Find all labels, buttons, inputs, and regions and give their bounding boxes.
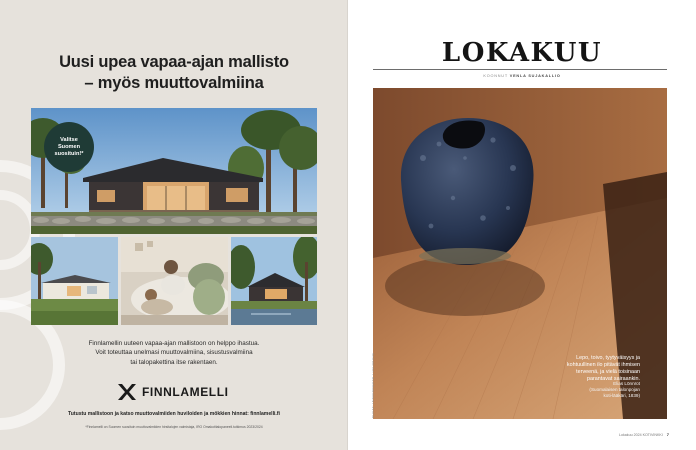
ad-call-to-action: Tutustu mallistoon ja katso muuttovalmiiden huviloiden ja mökkien hinnat: finnlamelli.fi bbox=[68, 411, 280, 417]
ad-headline bbox=[0, 52, 348, 94]
ad-body-line: Voit toteuttaa unelmasi muuttovalmiina, sisustusvalmiina bbox=[95, 349, 253, 357]
logo-wordmark: FINNLAMELLI bbox=[142, 385, 229, 399]
photo-credit: KUVAT: ISTOCKPHOTO / VALOKUVA bbox=[371, 352, 375, 418]
page-number: 7 bbox=[666, 432, 669, 437]
quote-text bbox=[544, 355, 640, 383]
recommendation-badge bbox=[44, 122, 94, 172]
lakeside-illustration bbox=[231, 237, 317, 325]
finnlamelli-logo bbox=[118, 383, 229, 401]
ad-headline-line: – myös muuttovalmiina bbox=[84, 74, 264, 92]
ad-headline-line: Uusi upea vapaa-ajan mallisto bbox=[59, 53, 289, 71]
editorial-page bbox=[348, 0, 696, 450]
quote-line: kohtuullinen ilo pitävät ihmisen bbox=[566, 361, 640, 368]
quote-attribution bbox=[544, 381, 640, 398]
finnlamelli-logo-icon bbox=[118, 384, 136, 400]
ad-body-line: Finnlamellin uuteen vapaa-ajan mallistoon on helppo ihastua. bbox=[88, 340, 260, 347]
interior-photo bbox=[121, 237, 228, 325]
byline bbox=[348, 74, 696, 78]
quote-author-name: Elias Lönnrot bbox=[613, 381, 640, 386]
photo-credit-container bbox=[371, 352, 375, 450]
quote-line: Lepo, toivo, tyytyväisyys ja bbox=[576, 355, 640, 361]
page-folio bbox=[566, 432, 669, 437]
interior-illustration bbox=[121, 237, 228, 325]
quote-line: parantavat sairaankin. bbox=[586, 375, 640, 382]
byline-name: VENLA SUJAKALLIO bbox=[509, 74, 561, 78]
section-title: LOKAKUU bbox=[441, 38, 603, 68]
lakeside-house-photo bbox=[231, 237, 317, 325]
byline-label: KOONNUT bbox=[483, 74, 508, 78]
quote-author-work: (Suomalaisen talonpojan bbox=[589, 386, 640, 392]
badge-text: Valitse Suomen suosituin!* bbox=[54, 136, 84, 157]
ad-body-text bbox=[60, 339, 288, 367]
house-illustration bbox=[31, 237, 118, 325]
house-photo bbox=[31, 237, 118, 325]
quote-author-work: koti-lääkäri, 1839) bbox=[603, 392, 640, 398]
ad-fine-print: *Finnlamelli on Suomen suosituin muuttovalmiiden hirsitalojen valmistaja, IRO Omakotitalopaneeli.tutkimus 2023/2024 bbox=[85, 425, 263, 429]
ad-body-line: tai talopakettina itse rakentaen. bbox=[130, 358, 218, 366]
folio-text: Lokakuu 2024 KOTIVINKKI bbox=[619, 433, 663, 437]
quote-line: terveenä, ja vielä toisinaan bbox=[576, 368, 640, 375]
title-divider bbox=[373, 69, 667, 70]
